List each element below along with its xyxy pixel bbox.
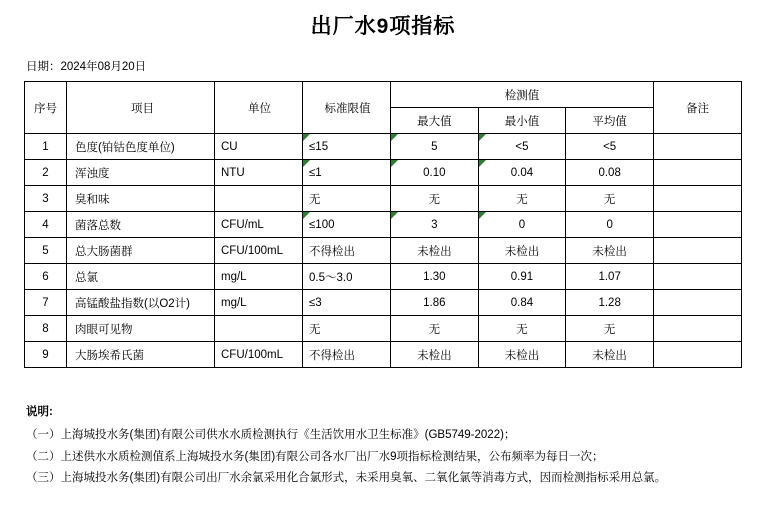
header-detection: 检测值 bbox=[391, 82, 654, 108]
cell-remark bbox=[654, 134, 742, 160]
cell-avg: 无 bbox=[566, 316, 654, 342]
cell-unit: CFU/mL bbox=[215, 212, 303, 238]
cell-remark bbox=[654, 186, 742, 212]
cell-unit bbox=[215, 186, 303, 212]
water-quality-table bbox=[24, 81, 742, 368]
table-row bbox=[25, 134, 742, 160]
header-max: 最大值 bbox=[391, 108, 479, 134]
cell-item: 臭和味 bbox=[67, 186, 215, 212]
cell-avg: 无 bbox=[566, 186, 654, 212]
cell-index: 1 bbox=[25, 134, 67, 160]
cell-item: 总氯 bbox=[67, 264, 215, 290]
cell-index: 5 bbox=[25, 238, 67, 264]
cell-avg: 1.07 bbox=[566, 264, 654, 290]
report-date: 日期：2024年08月20日 bbox=[26, 61, 147, 73]
cell-unit: CU bbox=[215, 134, 303, 160]
notes-title: 说明: bbox=[26, 406, 53, 418]
cell-limit: 无 bbox=[303, 186, 391, 212]
cell-min: 0.04 bbox=[478, 160, 566, 186]
header-row-1 bbox=[25, 82, 742, 108]
cell-unit: CFU/100mL bbox=[215, 238, 303, 264]
note-line: （三）上海城投水务(集团)有限公司出厂水余氯采用化合氯形式，未采用臭氧、二氧化氯等消毒方式，因而检测指标采用总氯。 bbox=[26, 471, 667, 484]
header-min: 最小值 bbox=[478, 108, 566, 134]
cell-min: 未检出 bbox=[478, 238, 566, 264]
cell-limit: 无 bbox=[303, 316, 391, 342]
cell-index: 2 bbox=[25, 160, 67, 186]
cell-min: 无 bbox=[478, 186, 566, 212]
cell-avg: 未检出 bbox=[566, 238, 654, 264]
cell-item: 大肠埃希氏菌 bbox=[67, 342, 215, 368]
cell-remark bbox=[654, 290, 742, 316]
cell-min: 无 bbox=[478, 316, 566, 342]
cell-index: 4 bbox=[25, 212, 67, 238]
cell-avg: 0 bbox=[566, 212, 654, 238]
cell-limit: 0.5～3.0 bbox=[303, 264, 391, 290]
table-row bbox=[25, 342, 742, 368]
cell-avg: 未检出 bbox=[566, 342, 654, 368]
cell-item: 总大肠菌群 bbox=[67, 238, 215, 264]
cell-limit: 不得检出 bbox=[303, 342, 391, 368]
cell-max: 1.30 bbox=[391, 264, 479, 290]
cell-remark bbox=[654, 160, 742, 186]
cell-avg: <5 bbox=[566, 134, 654, 160]
cell-avg: 1.28 bbox=[566, 290, 654, 316]
table-body bbox=[25, 134, 742, 368]
cell-unit: NTU bbox=[215, 160, 303, 186]
cell-max: 未检出 bbox=[391, 238, 479, 264]
cell-remark bbox=[654, 264, 742, 290]
table-row bbox=[25, 186, 742, 212]
cell-unit: mg/L bbox=[215, 264, 303, 290]
cell-min: 0 bbox=[478, 212, 566, 238]
cell-max: 0.10 bbox=[391, 160, 479, 186]
notes-section bbox=[0, 402, 766, 489]
cell-index: 7 bbox=[25, 290, 67, 316]
cell-max: 1.86 bbox=[391, 290, 479, 316]
cell-index: 8 bbox=[25, 316, 67, 342]
table-row bbox=[25, 316, 742, 342]
cell-index: 6 bbox=[25, 264, 67, 290]
page-title: 出厂水9项指标 bbox=[310, 15, 456, 38]
cell-unit: CFU/100mL bbox=[215, 342, 303, 368]
cell-min: 0.91 bbox=[478, 264, 566, 290]
note-line: （一）上海城投水务(集团)有限公司供水水质检测执行《生活饮用水卫生标准》(GB5749-2022)； bbox=[26, 429, 516, 442]
cell-avg: 0.08 bbox=[566, 160, 654, 186]
cell-remark bbox=[654, 238, 742, 264]
cell-unit: mg/L bbox=[215, 290, 303, 316]
cell-index: 9 bbox=[25, 342, 67, 368]
cell-item: 菌落总数 bbox=[67, 212, 215, 238]
cell-max: 未检出 bbox=[391, 342, 479, 368]
table-header bbox=[25, 82, 742, 134]
header-remark: 备注 bbox=[654, 82, 742, 134]
cell-unit bbox=[215, 316, 303, 342]
cell-index: 3 bbox=[25, 186, 67, 212]
cell-max: 无 bbox=[391, 186, 479, 212]
header-avg: 平均值 bbox=[566, 108, 654, 134]
cell-item: 色度(铂钴色度单位) bbox=[67, 134, 215, 160]
cell-remark bbox=[654, 316, 742, 342]
cell-limit: 不得检出 bbox=[303, 238, 391, 264]
cell-max: 3 bbox=[391, 212, 479, 238]
table-row bbox=[25, 264, 742, 290]
cell-max: 无 bbox=[391, 316, 479, 342]
header-limit: 标准限值 bbox=[303, 82, 391, 134]
header-index: 序号 bbox=[25, 82, 67, 134]
cell-min: <5 bbox=[478, 134, 566, 160]
cell-min: 0.84 bbox=[478, 290, 566, 316]
cell-item: 浑浊度 bbox=[67, 160, 215, 186]
table-row bbox=[25, 238, 742, 264]
cell-item: 高锰酸盐指数(以O2计) bbox=[67, 290, 215, 316]
table-row bbox=[25, 212, 742, 238]
cell-remark bbox=[654, 212, 742, 238]
cell-item: 肉眼可见物 bbox=[67, 316, 215, 342]
header-unit: 单位 bbox=[215, 82, 303, 134]
cell-limit: ≤1 bbox=[303, 160, 391, 186]
note-line: （二）上述供水水质检测值系上海城投水务(集团)有限公司各水厂出厂水9项指标检测结果，公布频率为每日一次； bbox=[26, 450, 604, 463]
table-row bbox=[25, 290, 742, 316]
cell-max: 5 bbox=[391, 134, 479, 160]
cell-min: 未检出 bbox=[478, 342, 566, 368]
header-item: 项目 bbox=[67, 82, 215, 134]
cell-limit: ≤3 bbox=[303, 290, 391, 316]
table-row bbox=[25, 160, 742, 186]
cell-limit: ≤100 bbox=[303, 212, 391, 238]
cell-limit: ≤15 bbox=[303, 134, 391, 160]
cell-remark bbox=[654, 342, 742, 368]
